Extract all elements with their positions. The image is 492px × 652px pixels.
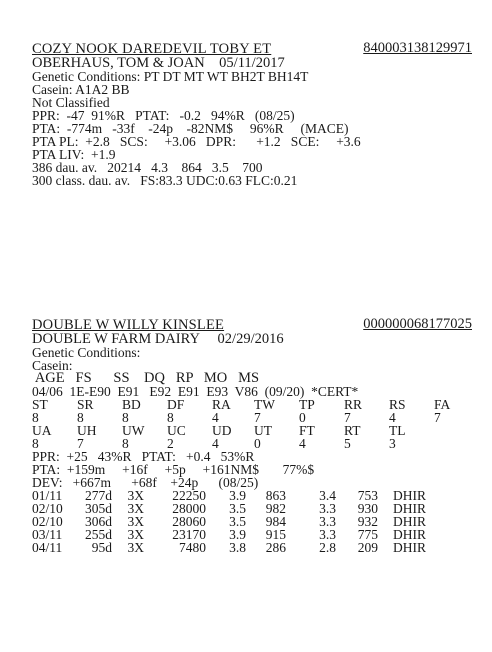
pta-line: PTA: +159m +16f +5p +161NM$ 77%$ [32,462,315,477]
lact-milkings: 3X [127,514,144,529]
lact-date: 01/11 [32,488,63,503]
trait-value: 7 [344,410,351,425]
owner-line: DOUBLE W FARM DAIRY 02/29/2016 [32,331,284,347]
lact-days: 95d [91,540,112,555]
trait-label: RS [389,397,406,412]
lact-protein-pct: 2.8 [319,540,336,555]
trait-value: 8 [122,410,129,425]
trait-label: RR [344,397,363,412]
animal-id: 000000068177025 [363,316,472,332]
casein: Casein: A1A2 BB [32,82,130,97]
lact-date: 03/11 [32,527,63,542]
trait-label: UC [167,423,186,438]
trait-label: UT [254,423,272,438]
trait-label: UD [212,423,232,438]
lact-date: 02/10 [32,514,63,529]
record-double-w [32,318,472,554]
dev-line: DEV: +667m +68f +24p (08/25) [32,475,259,490]
trait-label: TP [299,397,315,412]
lact-fat: 982 [265,501,286,516]
trait-value: 4 [299,436,306,451]
lact-fat-pct: 3.5 [229,501,246,516]
lact-protein: 932 [357,514,378,529]
lactation-table [32,489,472,554]
trait-label: SR [77,397,94,412]
trait-label: TW [254,397,275,412]
age-header: AGE FS SS DQ RP MO MS [32,370,260,386]
lact-fat: 863 [265,488,286,503]
lact-protein: 209 [357,540,378,555]
lact-protein-pct: 3.3 [319,527,336,542]
trait-value: 7 [77,436,84,451]
lact-fat: 286 [265,540,286,555]
lact-source: DHIR [393,527,426,542]
casein: Casein: [32,358,73,373]
lact-milk: 22250 [172,488,206,503]
trait-label: TL [389,423,406,438]
daughter-average: 386 dau. av. 20214 4.3 864 3.5 700 [32,160,263,175]
lact-fat-pct: 3.8 [229,540,246,555]
trait-labels-row-1 [32,398,472,411]
lact-fat-pct: 3.9 [229,488,246,503]
trait-value: 4 [212,410,219,425]
trait-labels-row-2 [32,424,472,437]
class-daughter-average: 300 class. dau. av. FS:83.3 UDC:0.63 FLC:0.21 [32,173,298,188]
trait-label: FA [434,397,451,412]
lact-protein-pct: 3.3 [319,501,336,516]
trait-value: 0 [299,410,306,425]
ppr-line: PPR: -47 91%R PTAT: -0.2 94%R (08/25) [32,108,295,123]
trait-label: UA [32,423,52,438]
record-header [32,318,472,333]
trait-value: 8 [32,410,39,425]
trait-value: 0 [254,436,261,451]
trait-value: 8 [32,436,39,451]
lact-source: DHIR [393,501,426,516]
trait-label: BD [122,397,141,412]
trait-value: 2 [167,436,174,451]
lact-milkings: 3X [127,501,144,516]
pta-pl-line: PTA PL: +2.8 SCS: +3.06 DPR: +1.2 SCE: +3.6 [32,134,361,149]
genetic-conditions: Genetic Conditions: [32,345,141,360]
lact-protein-pct: 3.3 [319,514,336,529]
lact-days: 305d [85,501,112,516]
animal-id: 840003138129971 [363,40,472,56]
lact-protein: 753 [357,488,378,503]
trait-value: 4 [212,436,219,451]
trait-value: 8 [122,436,129,451]
pta-line: PTA: -774m -33f -24p -82NM$ 96%R (MACE) [32,121,349,136]
trait-value: 5 [344,436,351,451]
trait-label: DF [167,397,185,412]
lact-days: 277d [85,488,112,503]
trait-value: 4 [389,410,396,425]
ppr-line: PPR: +25 43%R PTAT: +0.4 53%R [32,449,255,464]
trait-value: 8 [77,410,84,425]
lact-milk: 23170 [172,527,206,542]
lact-milkings: 3X [127,488,144,503]
trait-value: 3 [389,436,396,451]
lact-fat: 984 [265,514,286,529]
classification: Not Classified [32,95,110,110]
owner-line: OBERHAUS, TOM & JOAN 05/11/2017 [32,55,285,71]
trait-label: ST [32,397,48,412]
record-header [32,42,472,57]
lact-milkings: 3X [127,527,144,542]
record-cozy-nook [32,42,472,187]
lact-fat: 915 [265,527,286,542]
pta-liv-line: PTA LIV: +1.9 [32,147,116,162]
lact-source: DHIR [393,540,426,555]
lact-fat-pct: 3.9 [229,527,246,542]
lact-source: DHIR [393,488,426,503]
trait-value: 7 [254,410,261,425]
lact-milk: 28060 [172,514,206,529]
lact-days: 306d [85,514,112,529]
lact-days: 255d [85,527,112,542]
table-row [32,541,472,554]
lact-fat-pct: 3.5 [229,514,246,529]
animal-name: COZY NOOK DAREDEVIL TOBY ET [32,41,272,57]
trait-label: FT [299,423,315,438]
trait-label: RA [212,397,231,412]
lact-milk: 28000 [172,501,206,516]
animal-name: DOUBLE W WILLY KINSLEE [32,317,225,333]
genetic-conditions: Genetic Conditions: PT DT MT WT BH2T BH14T [32,69,309,84]
lact-date: 02/10 [32,501,63,516]
trait-label: UH [77,423,97,438]
trait-values-row-1 [32,411,472,424]
lact-source: DHIR [393,514,426,529]
trait-value: 7 [434,410,441,425]
lact-milk: 7480 [179,540,206,555]
trait-value: 8 [167,410,174,425]
lact-protein: 775 [357,527,378,542]
age-values: 04/06 1E-E90 E91 E92 E91 E93 V86 (09/20) *CERT* [32,384,359,399]
trait-label: UW [122,423,145,438]
lact-protein-pct: 3.4 [319,488,336,503]
lact-milkings: 3X [127,540,144,555]
lact-date: 04/11 [32,540,63,555]
lact-protein: 930 [357,501,378,516]
trait-label: RT [344,423,361,438]
